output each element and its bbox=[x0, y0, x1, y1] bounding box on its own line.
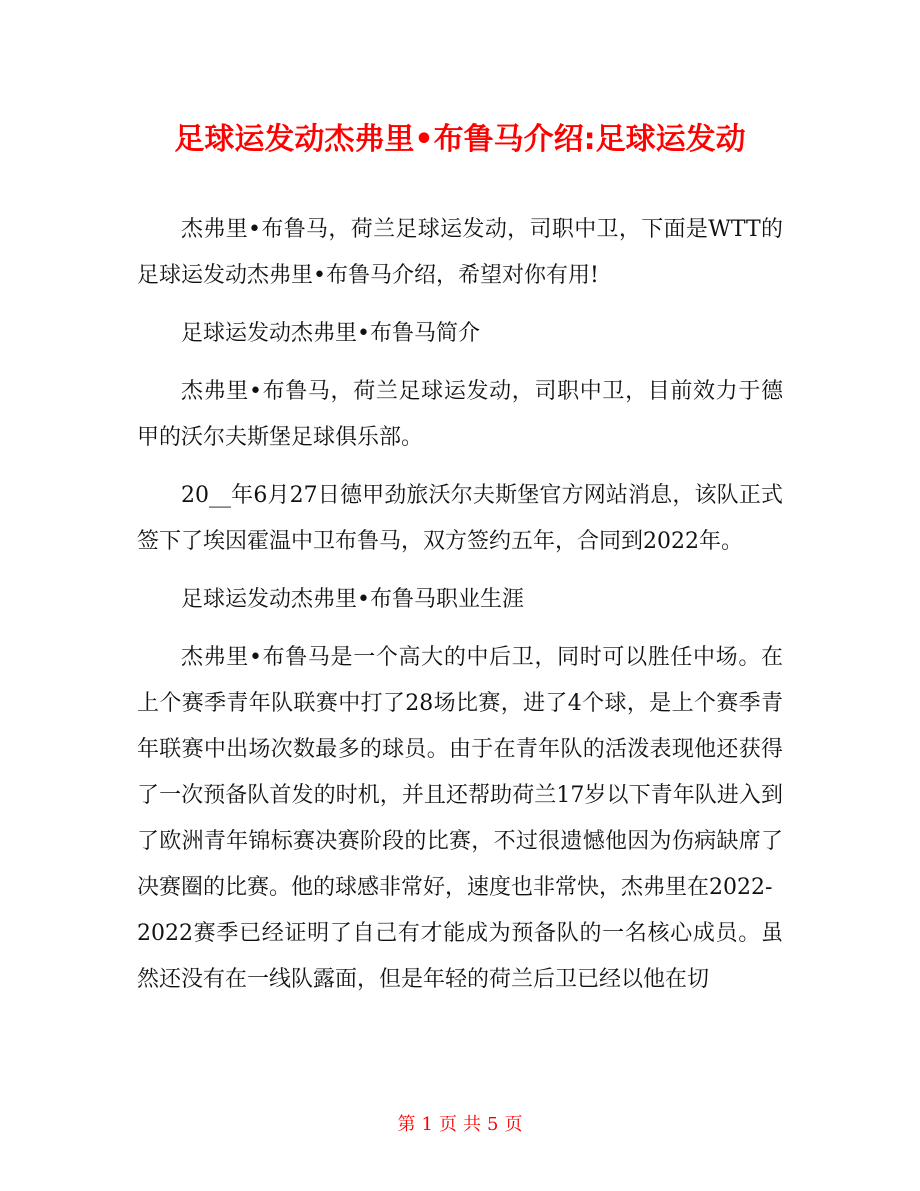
document-title: 足球运发动杰弗里•布鲁马介绍:足球运发动 bbox=[174, 122, 746, 157]
page-footer bbox=[0, 1110, 920, 1140]
paragraph-intro: 杰弗里•布鲁马，荷兰足球运发动，司职中卫，下面是WTT的足球运发动杰弗里•布鲁马介绍，希望对你有用! bbox=[137, 217, 783, 288]
paragraph-career: 杰弗里•布鲁马是一个高大的中后卫，同时可以胜任中场。在上个赛季青年队联赛中打了28场比赛，进了4个球，是上个赛季青年联赛中出场次数最多的球员。由于在青年队的活泼表现他还获得了一次预备队首发的时机，并且还帮助荷兰17岁以下青年队进入到了欧洲青年锦标赛决赛阶段的比赛，不过很遗憾他因为伤病缺席了决赛圈的比赛。他的球感非常好，速度也非常快，杰弗里在2022- bbox=[137, 645, 783, 900]
paragraph-profile: 杰弗里•布鲁马，荷兰足球运发动，司职中卫，目前效力于德甲的沃尔夫斯堡足球俱乐部。 bbox=[137, 379, 783, 450]
footer-total-prefix: 共 bbox=[463, 1114, 481, 1135]
paragraph-career-continued: 2022赛季已经证明了自己有才能成为预备队的一名核心成员。虽然还没有在一线队露面，但是年轻的荷兰后卫已经以他在切 bbox=[137, 921, 783, 992]
footer-page-word: 页 bbox=[439, 1114, 457, 1135]
footer-current-page: 1 bbox=[421, 1114, 433, 1135]
footer-total-pages: 5 bbox=[487, 1114, 499, 1135]
section-heading-career: 足球运发动杰弗里•布鲁马职业生涯 bbox=[181, 587, 524, 612]
footer-prefix: 第 bbox=[397, 1114, 416, 1135]
paragraph-transfer: 20__年6月27日德甲劲旅沃尔夫斯堡官方网站消息，该队正式签下了埃因霍温中卫布鲁马，双方签约五年，合同到2022年。 bbox=[137, 483, 783, 554]
document-body bbox=[137, 207, 783, 1015]
footer-suffix: 页 bbox=[504, 1114, 523, 1135]
section-heading-profile: 足球运发动杰弗里•布鲁马简介 bbox=[181, 321, 480, 346]
